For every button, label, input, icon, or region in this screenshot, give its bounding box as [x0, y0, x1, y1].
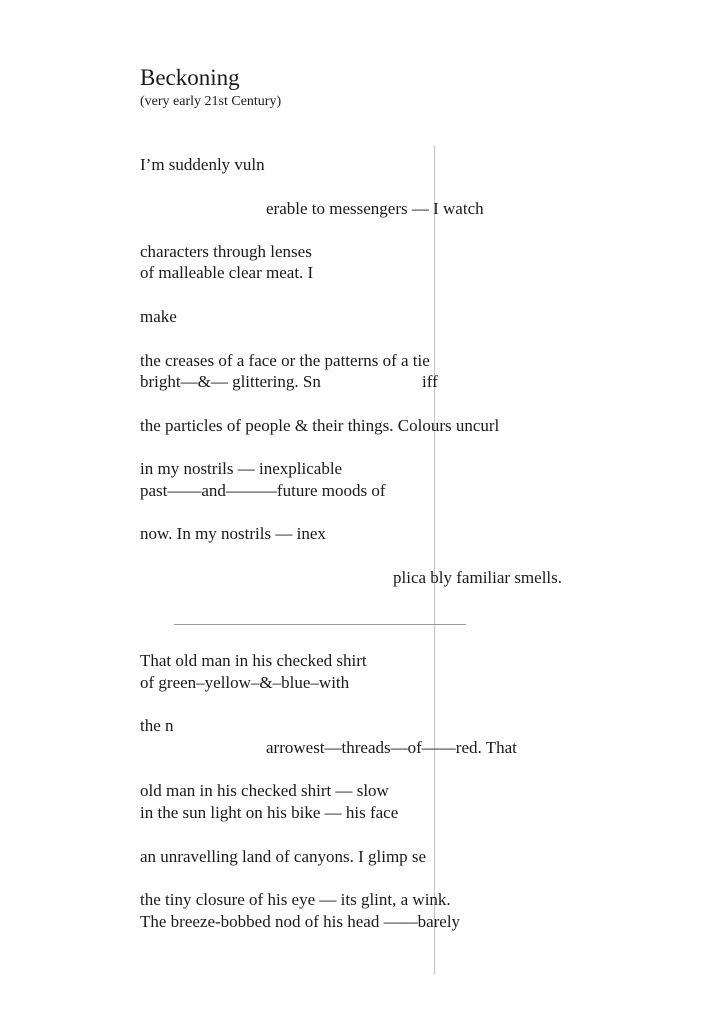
poem-line: plica bly familiar smells. — [393, 568, 563, 587]
poem-line: now. In my nostrils — inex — [140, 524, 326, 543]
poem-title: Beckoning — [140, 65, 240, 90]
poem-line: past——and———future moods of — [140, 481, 386, 500]
poem-line: erable to messengers — I watch — [266, 199, 484, 218]
vertical-rule — [434, 145, 435, 975]
section-divider — [174, 624, 466, 625]
poem-line: in my nostrils — inexplicable — [140, 459, 343, 478]
poem-line: the n — [140, 716, 174, 735]
poem-line: old man in his checked shirt — slow — [140, 781, 389, 800]
poem-line: the creases of a face or the patterns of a tie — [140, 351, 430, 370]
poem-line: The breeze-bobbed nod of his head ——barely — [140, 912, 461, 931]
poem-line: I’m suddenly vuln — [140, 155, 265, 174]
poem-line: make — [140, 307, 177, 326]
poem-subtitle: (very early 21st Century) — [140, 94, 282, 109]
poem-line: the particles of people & their things. Colours uncurl — [140, 416, 500, 435]
poem-line: of malleable clear meat. I — [140, 263, 314, 282]
poem-line: arrowest—threads—of——red. That — [266, 738, 517, 757]
poem-line: an unravelling land of canyons. I glimp se — [140, 847, 427, 866]
poem-line: characters through lenses — [140, 242, 312, 261]
poem-line-fragment: iff — [422, 372, 438, 391]
poem-line: the tiny closure of his eye — its glint, a wink. — [140, 890, 451, 909]
poem-line: bright—&— glittering. Sn — [140, 372, 321, 391]
poem-line: That old man in his checked shirt — [140, 651, 367, 670]
poem-line: in the sun light on his bike — his face — [140, 803, 399, 822]
poem-line: of green–yellow–&–blue–with — [140, 673, 350, 692]
